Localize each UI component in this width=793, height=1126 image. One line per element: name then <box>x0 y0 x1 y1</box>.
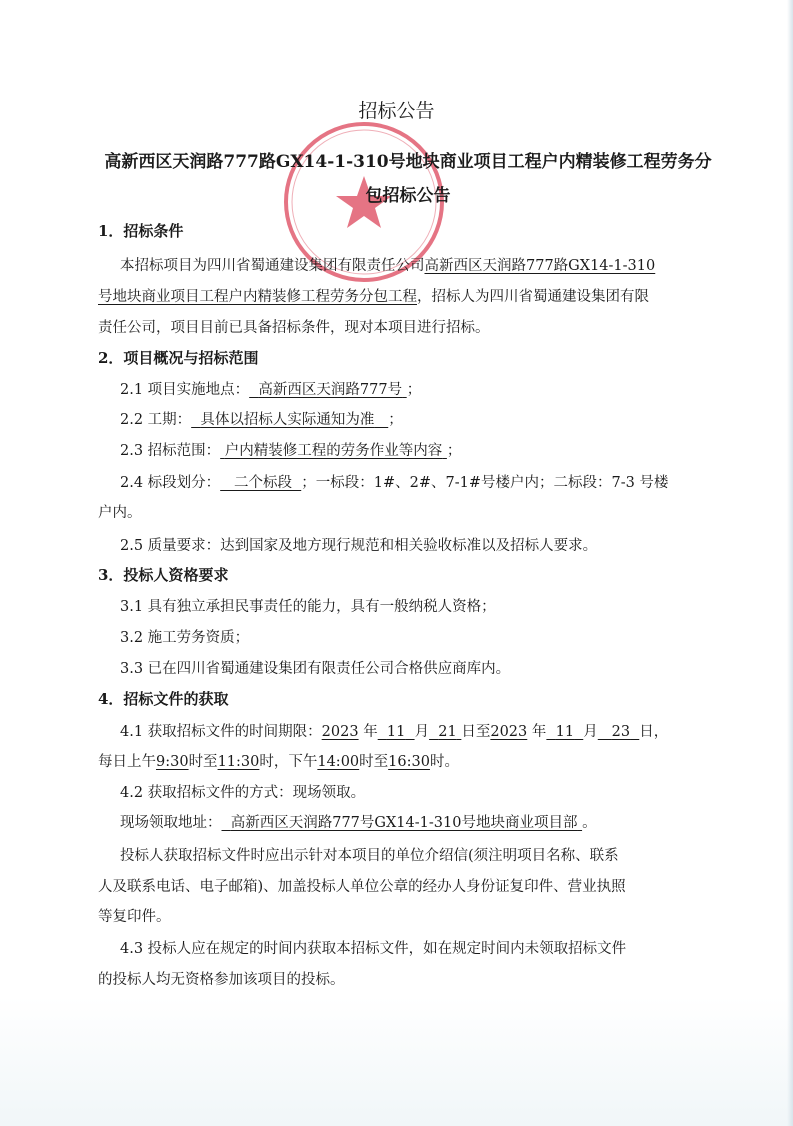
item-4-2: 4.2 获取招标文件的方式：现场领取。 <box>120 785 366 801</box>
item-2-5: 2.5 质量要求：达到国家及地方现行规范和相关验收标准以及招标人要求。 <box>120 538 598 554</box>
item-2-4-continued: 户内。 <box>98 505 142 521</box>
section-1-heading: 1．招标条件 <box>98 222 184 240</box>
pickup-address: 现场领取地址： 高新西区天润路777号GX14-1-310号地块商业项目部 。 <box>120 815 597 831</box>
item-3-2: 3.2 施工劳务资质； <box>120 630 250 646</box>
scan-edge-shadow <box>787 0 793 1126</box>
section-4-heading: 4．招标文件的获取 <box>98 690 229 708</box>
section-3-heading: 3．投标人资格要求 <box>98 566 229 584</box>
item-3-1: 3.1 具有独立承担民事责任的能力，具有一般纳税人资格； <box>120 599 496 615</box>
section-2-heading: 2．项目概况与招标范围 <box>98 349 259 367</box>
section-1-line-3: 责任公司，项目目前已具备招标条件，现对本项目进行招标。 <box>98 320 490 336</box>
item-4-3-continued: 的投标人均无资格参加该项目的投标。 <box>98 972 345 988</box>
scan-bottom-tint <box>0 996 793 1126</box>
section-1-line-1: 本招标项目为四川省蜀通建设集团有限责任公司高新西区天润路777路GX14-1-310 <box>120 258 656 274</box>
item-2-2: 2.2 工期： 具体以招标人实际通知为准 ； <box>120 412 403 428</box>
announcement-subtitle: 高新西区天润路777路GX14-1-310号地块商业项目工程户内精装修工程劳务分包招标公告 <box>104 152 712 206</box>
item-2-1: 2.1 项目实施地点： 高新西区天润路777号 ； <box>120 382 422 398</box>
item-4-1-hours: 每日上午9:30时至11:30时，下午14:00时至16:30时。 <box>98 754 459 770</box>
section-1-line-2: 号地块商业项目工程户内精装修工程劳务分包工程，招标人为四川省蜀通建设集团有限 <box>98 289 649 305</box>
item-2-4: 2.4 标段划分： 二个标段 ；一标段：1#、2#、7-1#号楼户内；二标段：7-3 号楼 <box>120 475 669 491</box>
item-4-1: 4.1 获取招标文件的时间期限：2023 年 11 月 21 日至2023 年 11 月 23 日， <box>120 724 669 740</box>
requirements-line-3: 等复印件。 <box>98 909 171 925</box>
page-title: 招标公告 <box>358 100 435 122</box>
item-4-3: 4.3 投标人应在规定的时间内获取本招标文件，如在规定时间内未领取招标文件 <box>120 941 627 957</box>
item-2-3: 2.3 招标范围： 户内精装修工程的劳务作业等内容 ； <box>120 443 462 459</box>
item-3-3: 3.3 已在四川省蜀通建设集团有限责任公司合格供应商库内。 <box>120 661 511 677</box>
requirements-line-1: 投标人获取招标文件时应出示针对本项目的单位介绍信(须注明项目名称、联系 <box>120 848 619 864</box>
requirements-line-2: 人及联系电话、电子邮箱)、加盖投标人单位公章的经办人身份证复印件、营业执照 <box>98 879 626 895</box>
